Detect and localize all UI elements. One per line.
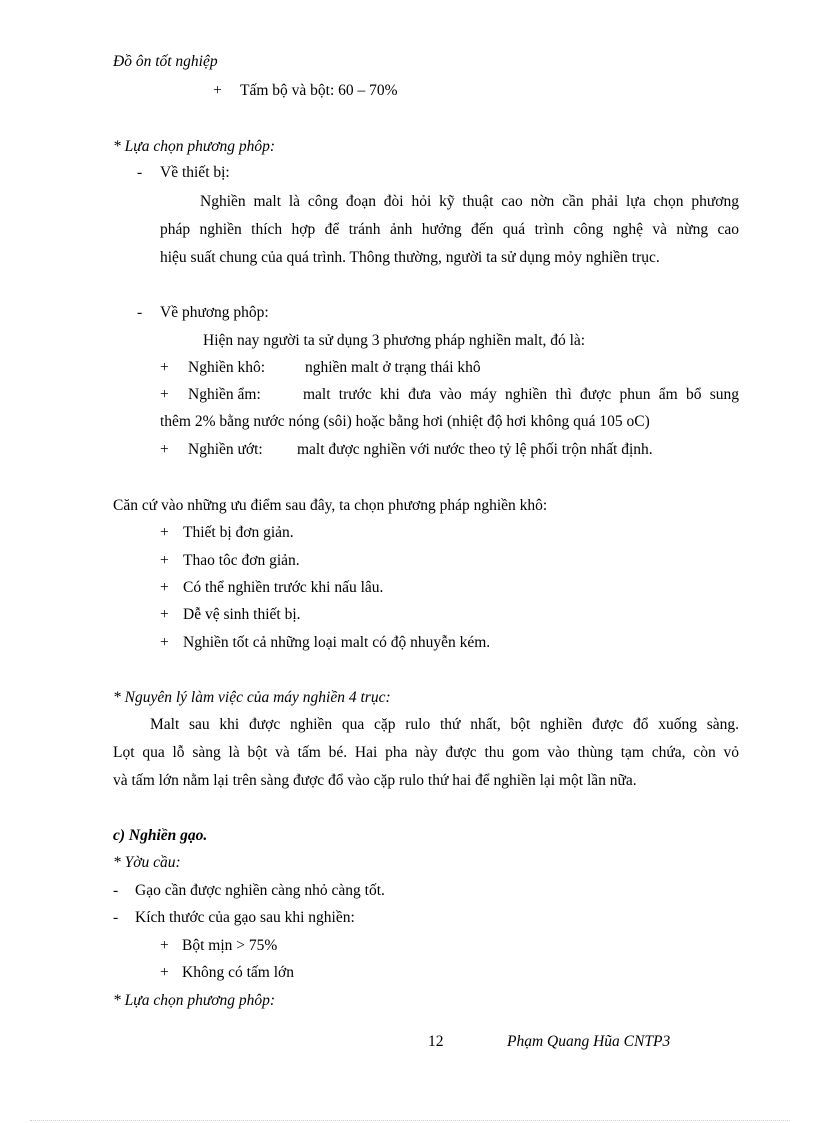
method-wet-name: Nghiền ướt:	[188, 441, 263, 458]
bullet-marker: +	[160, 937, 169, 954]
bullet-marker: +	[160, 386, 169, 403]
advantage-item: Nghiền tốt cả những loại malt có độ nhuyễn kém.	[183, 634, 491, 651]
dash-marker: -	[137, 164, 143, 181]
section-heading-method-selection: * Lựa chọn phương phôp:	[113, 138, 276, 155]
equipment-line-1: Nghiền malt là công đoạn đòi hỏi kỹ thuật cao nờn cần phải lựa chọn phương	[200, 193, 739, 210]
bullet-marker: +	[160, 524, 169, 541]
bullet-marker: +	[160, 579, 169, 596]
page-header: Đồ ôn tốt nghiệp	[113, 53, 218, 70]
rice-requirements-heading: * Yờu cầu:	[113, 854, 181, 871]
method-moist-desc: malt trước khi đưa vào máy nghiền thì được phun ẩm bổ sung	[303, 386, 739, 403]
principle-line-3: và tấm lớn nằm lại trên sàng được đổ vào cặp rulo thứ hai để nghiền lại một lần nữa.	[113, 772, 637, 789]
advantages-intro: Căn cứ vào những ưu điểm sau đây, ta chọn phương pháp nghiền khô:	[113, 497, 548, 514]
method-wet-desc: malt được nghiền với nước theo tỷ lệ phối trộn nhất định.	[297, 441, 653, 458]
rice-requirement: Gạo cần được nghiền càng nhỏ càng tốt.	[135, 882, 385, 899]
bullet-marker: +	[160, 359, 169, 376]
page-bottom-border	[30, 1120, 790, 1121]
intro-text: Tấm bộ và bột: 60 – 70%	[240, 82, 398, 99]
equipment-line-3: hiệu suất chung của quá trình. Thông thường, người ta sử dụng mỏy nghiền trục.	[160, 249, 660, 266]
principle-heading: * Nguyên lý làm việc của máy nghiền 4 trục:	[113, 689, 391, 706]
bullet-marker: +	[160, 441, 169, 458]
method-dry-name: Nghiền khô:	[188, 359, 266, 376]
bullet-marker: +	[160, 606, 169, 623]
rice-requirement: Kích thước của gạo sau khi nghiền:	[135, 909, 355, 926]
equipment-title: Về thiết bị:	[160, 164, 230, 181]
bullet-marker: +	[160, 552, 169, 569]
principle-line-2: Lọt qua lỗ sàng là bột và tấm bé. Hai pha này được thu gom vào thùng tạm chứa, còn vỏ	[113, 744, 739, 761]
bullet-marker: +	[213, 82, 222, 99]
method-dry-desc: nghiền malt ở trạng thái khô	[305, 359, 481, 376]
advantage-item: Có thể nghiền trước khi nấu lâu.	[183, 579, 384, 596]
principle-line-1: Malt sau khi được nghiền qua cặp rulo thứ nhất, bột nghiền được đổ xuống sàng.	[150, 716, 739, 733]
footer-author: Phạm Quang Hũa CNTP3	[507, 1033, 671, 1050]
method-moist-name: Nghiền ẩm:	[188, 386, 261, 403]
dash-marker: -	[113, 882, 119, 899]
rice-size-item: Bột mịn > 75%	[182, 937, 278, 954]
method-intro: Hiện nay người ta sử dụng 3 phương pháp nghiền malt, đó là:	[203, 332, 586, 349]
bullet-marker: +	[160, 964, 169, 981]
advantage-item: Thao tôc đơn giản.	[183, 552, 300, 569]
advantage-item: Dễ vệ sinh thiết bị.	[183, 606, 301, 623]
dash-marker: -	[113, 909, 119, 926]
page-number: 12	[428, 1033, 444, 1050]
bullet-marker: +	[160, 634, 169, 651]
dash-marker: -	[137, 304, 143, 321]
advantage-item: Thiết bị đơn giản.	[183, 524, 294, 541]
method-title: Về phương phôp:	[160, 304, 269, 321]
rice-method-heading: * Lựa chọn phương phôp:	[113, 992, 276, 1009]
method-moist-continuation: thêm 2% bằng nước nóng (sôi) hoặc bằng hơi (nhiệt độ hơi không quá 105 oC)	[160, 413, 650, 430]
equipment-line-2: pháp nghiền thích hợp để tránh ảnh hưởng đến quá trình công nghệ và nừng cao	[160, 221, 739, 238]
rice-section-heading: c) Nghiền gạo.	[113, 827, 208, 844]
rice-size-item: Không có tấm lớn	[182, 964, 294, 981]
